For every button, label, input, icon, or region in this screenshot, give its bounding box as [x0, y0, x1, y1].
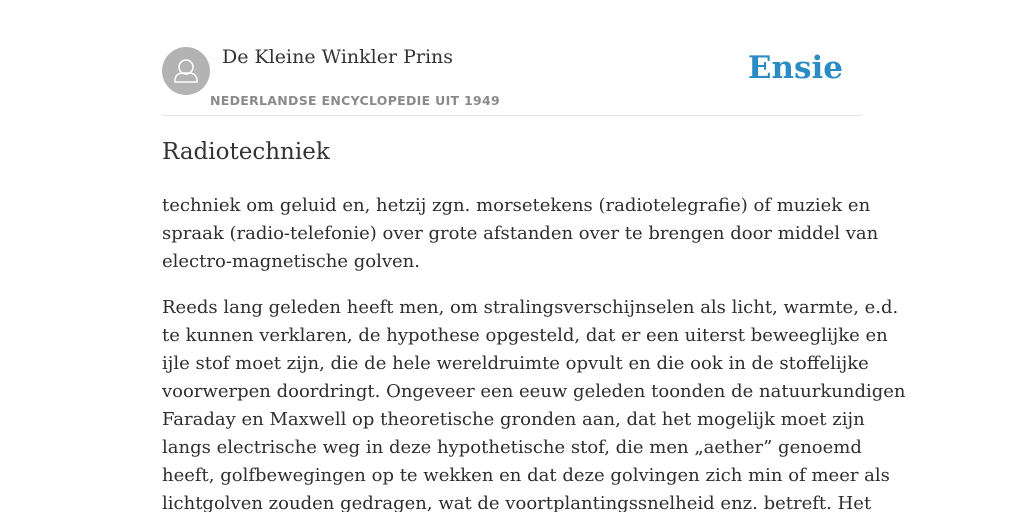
text-line: electro-magnetische golven. [162, 251, 420, 272]
text-line: heeft, golfbewegingen op te wekken en dat deze golvingen zich min of meer als [162, 465, 890, 486]
text-line: techniek om geluid en, hetzij zgn. morsetekens (radiotelegrafie) of muziek en [162, 195, 871, 216]
article-page [162, 0, 906, 512]
source-subtitle: NEDERLANDSE ENCYCLOPEDIE UIT 1949 [210, 93, 500, 108]
page-header [162, 0, 862, 116]
user-placeholder-icon[interactable] [162, 47, 210, 95]
text-line: Reeds lang geleden heeft men, om stralingsverschijnselen als licht, warmte, e.d. [162, 297, 899, 318]
text-line: Faraday en Maxwell op theoretische gronden aan, dat het mogelijk moet zijn [162, 409, 865, 430]
paragraph [162, 294, 906, 512]
brand-logo[interactable]: Ensie [747, 50, 843, 86]
text-line: ijle stof moet zijn, die de hele wereldruimte opvult en die ook in de stoffelijke [162, 353, 869, 374]
header-divider [162, 115, 862, 116]
text-line: spraak (radio-telefonie) over grote afstanden over te brengen door middel van [162, 223, 879, 244]
text-line: lichtgolven zouden gedragen, wat de voortplantingssnelheid enz. betreft. Het [162, 493, 872, 512]
text-line: voorwerpen doordringt. Ongeveer een eeuw geleden toonden de natuurkundigen [162, 381, 906, 402]
article-body [162, 192, 906, 512]
paragraph [162, 192, 879, 276]
article-title: Radiotechniek [162, 139, 330, 165]
text-line: te kunnen verklaren, de hypothese opgesteld, dat er een uiterst beweeglijke en [162, 325, 888, 346]
avatar-silhouette [162, 47, 210, 95]
source-name[interactable]: De Kleine Winkler Prins [222, 46, 454, 68]
text-line: langs electrische weg in deze hypothetische stof, die men „aether” genoemd [162, 437, 862, 458]
